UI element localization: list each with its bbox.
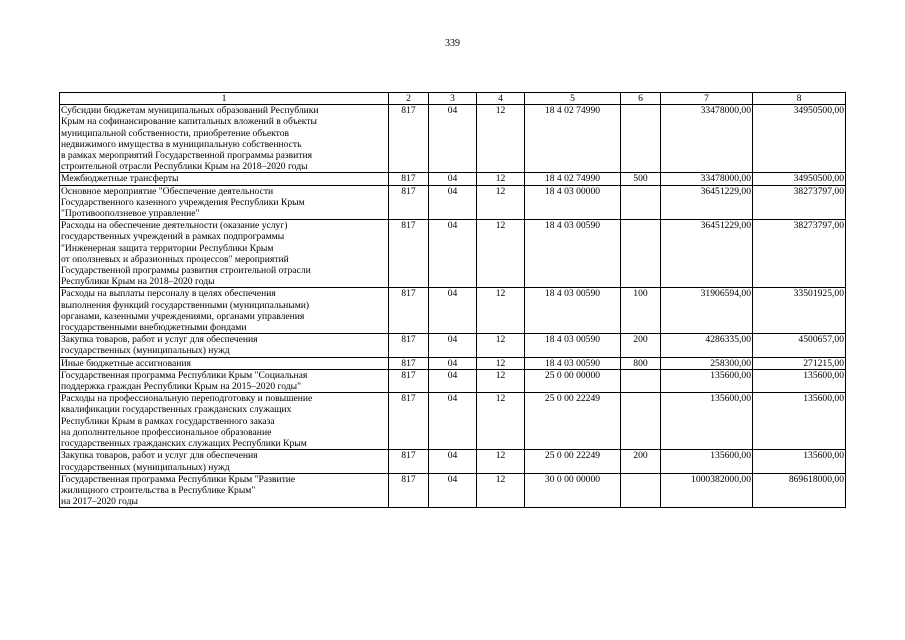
- expense-name-cell: [60, 450, 389, 473]
- amount-year-1-cell: 36451229,00: [661, 220, 753, 288]
- amount-year-1-cell: 31906594,00: [661, 288, 753, 334]
- amount-year-1-cell: 36451229,00: [661, 185, 753, 220]
- target-article-cell: 25 0 00 22249: [525, 450, 621, 473]
- page-number: 339: [445, 38, 460, 49]
- expense-type-cell: 500: [621, 173, 661, 185]
- section-code-cell: 04: [429, 220, 477, 288]
- expense-name-line: на дополнительное профессиональное образование: [61, 426, 272, 438]
- expense-name-line: Республики Крым в рамках государственного заказа: [61, 415, 275, 427]
- expense-name-line: от оползневых и абразионных процессов" мероприятий: [61, 253, 289, 265]
- subsection-code-cell: 12: [477, 473, 525, 508]
- subsection-code-cell: 12: [477, 357, 525, 369]
- amount-year-1-cell: 33478000,00: [661, 173, 753, 185]
- section-code-cell: 04: [429, 334, 477, 357]
- expense-type-cell: 200: [621, 450, 661, 473]
- amount-year-2-cell: 33501925,00: [753, 288, 846, 334]
- expense-name-line: квалификации государственных гражданских служащих: [61, 404, 292, 416]
- section-code-cell: 04: [429, 173, 477, 185]
- amount-year-2-cell: 869618000,00: [753, 473, 846, 508]
- table-body: [60, 105, 846, 508]
- expense-name-line: государственных (муниципальных) нужд: [61, 461, 230, 473]
- ministry-code-cell: 817: [389, 185, 429, 220]
- table-row: [60, 393, 846, 450]
- ministry-code-cell: 817: [389, 393, 429, 450]
- table-row: [60, 473, 846, 508]
- column-header: 3: [429, 93, 477, 105]
- expense-name-line: Государственная программа Республики Крым "Развитие: [61, 473, 296, 485]
- table-row: [60, 220, 846, 288]
- expense-name-cell: [60, 105, 389, 173]
- column-header: 8: [753, 93, 846, 105]
- expense-name-line: Государственная программа Республики Крым "Социальная: [61, 369, 308, 381]
- table-row: [60, 369, 846, 392]
- table-row: [60, 288, 846, 334]
- expense-name-line: Крым на софинансирование капитальных вложений в объекты: [61, 116, 317, 128]
- table-row: [60, 105, 846, 173]
- expense-name-line: Расходы на профессиональную переподготовку и повышение: [61, 393, 313, 405]
- expense-name-cell: [60, 288, 389, 334]
- expense-name-line: Государственной программы развития строительной отрасли: [61, 265, 311, 277]
- amount-year-2-cell: 38273797,00: [753, 185, 846, 220]
- expense-name-cell: [60, 393, 389, 450]
- ministry-code-cell: 817: [389, 173, 429, 185]
- subsection-code-cell: 12: [477, 393, 525, 450]
- amount-year-2-cell: 38273797,00: [753, 220, 846, 288]
- subsection-code-cell: 12: [477, 369, 525, 392]
- ministry-code-cell: 817: [389, 450, 429, 473]
- expense-name-line: недвижимого имущества в муниципальную собственность: [61, 138, 302, 150]
- ministry-code-cell: 817: [389, 288, 429, 334]
- table-row: [60, 450, 846, 473]
- ministry-code-cell: 817: [389, 334, 429, 357]
- expense-type-cell: [621, 473, 661, 508]
- target-article-cell: 25 0 00 00000: [525, 369, 621, 392]
- amount-year-2-cell: 4500657,00: [753, 334, 846, 357]
- column-header: 6: [621, 93, 661, 105]
- column-header: 4: [477, 93, 525, 105]
- target-article-cell: 18 4 02 74990: [525, 173, 621, 185]
- expense-name-line: на 2017–2020 годы: [61, 496, 138, 508]
- expense-name-line: государственными внебюджетными фондами: [61, 322, 247, 334]
- expense-type-cell: [621, 105, 661, 173]
- target-article-cell: 30 0 00 00000: [525, 473, 621, 508]
- expense-name-line: в рамках мероприятий Государственной программы развития: [61, 150, 313, 162]
- expense-name-line: Межбюджетные трансферты: [61, 173, 179, 185]
- amount-year-2-cell: 34950500,00: [753, 173, 846, 185]
- subsection-code-cell: 12: [477, 105, 525, 173]
- expense-name-line: выполнения функций государственными (муниципальными): [61, 299, 310, 311]
- expense-name-line: Расходы на выплаты персоналу в целях обеспечения: [61, 288, 276, 300]
- subsection-code-cell: 12: [477, 334, 525, 357]
- target-article-cell: 18 4 03 00590: [525, 288, 621, 334]
- subsection-code-cell: 12: [477, 288, 525, 334]
- target-article-cell: 25 0 00 22249: [525, 393, 621, 450]
- section-code-cell: 04: [429, 357, 477, 369]
- amount-year-2-cell: 135600,00: [753, 369, 846, 392]
- subsection-code-cell: 12: [477, 450, 525, 473]
- amount-year-2-cell: 135600,00: [753, 450, 846, 473]
- section-code-cell: 04: [429, 185, 477, 220]
- expense-name-line: "Инженерная защита территории Республики Крым: [61, 242, 274, 254]
- ministry-code-cell: 817: [389, 473, 429, 508]
- expense-name-cell: [60, 369, 389, 392]
- expense-name-line: государственных учреждений в рамках подпрограммы: [61, 231, 285, 243]
- table-row: [60, 173, 846, 185]
- ministry-code-cell: 817: [389, 357, 429, 369]
- subsection-code-cell: 12: [477, 220, 525, 288]
- section-code-cell: 04: [429, 105, 477, 173]
- expense-type-cell: [621, 185, 661, 220]
- expense-name-line: "Противооползневое управление": [61, 208, 200, 220]
- expense-type-cell: 100: [621, 288, 661, 334]
- ministry-code-cell: 817: [389, 220, 429, 288]
- amount-year-1-cell: 135600,00: [661, 450, 753, 473]
- expense-name-cell: [60, 185, 389, 220]
- amount-year-1-cell: 258300,00: [661, 357, 753, 369]
- column-header: 2: [389, 93, 429, 105]
- expense-name-line: государственных (муниципальных) нужд: [61, 345, 230, 357]
- expense-name-line: Основное мероприятие "Обеспечение деятельности: [61, 185, 274, 197]
- column-header: 7: [661, 93, 753, 105]
- expense-type-cell: 200: [621, 334, 661, 357]
- section-code-cell: 04: [429, 393, 477, 450]
- amount-year-1-cell: 1000382000,00: [661, 473, 753, 508]
- amount-year-2-cell: 34950500,00: [753, 105, 846, 173]
- amount-year-2-cell: 135600,00: [753, 393, 846, 450]
- section-code-cell: 04: [429, 473, 477, 508]
- target-article-cell: 18 4 02 74990: [525, 105, 621, 173]
- expense-name-cell: [60, 173, 389, 185]
- expense-name-cell: [60, 473, 389, 508]
- expense-name-cell: [60, 357, 389, 369]
- table-row: [60, 334, 846, 357]
- ministry-code-cell: 817: [389, 369, 429, 392]
- expense-name-line: органами, казенными учреждениями, органами управления: [61, 310, 305, 322]
- expense-name-line: жилищного строительства в Республике Крым": [61, 484, 256, 496]
- expense-name-line: Закупка товаров, работ и услуг для обеспечения: [61, 450, 258, 462]
- amount-year-1-cell: 33478000,00: [661, 105, 753, 173]
- target-article-cell: 18 4 03 00590: [525, 220, 621, 288]
- table-row: [60, 185, 846, 220]
- expense-name-line: Субсидии бюджетам муниципальных образований Республики: [61, 105, 319, 117]
- expense-name-cell: [60, 220, 389, 288]
- amount-year-1-cell: 135600,00: [661, 393, 753, 450]
- expense-type-cell: 800: [621, 357, 661, 369]
- expense-type-cell: [621, 220, 661, 288]
- amount-year-1-cell: 135600,00: [661, 369, 753, 392]
- expense-name-line: Иные бюджетные ассигнования: [61, 357, 191, 369]
- expense-name-line: Закупка товаров, работ и услуг для обеспечения: [61, 334, 258, 346]
- expense-type-cell: [621, 393, 661, 450]
- subsection-code-cell: 12: [477, 185, 525, 220]
- expense-name-line: поддержка граждан Республики Крым на 2015–2020 годы": [61, 381, 302, 393]
- ministry-code-cell: 817: [389, 105, 429, 173]
- table-row: [60, 357, 846, 369]
- expense-name-cell: [60, 334, 389, 357]
- expense-name-line: Республики Крым на 2018–2020 годы: [61, 276, 215, 288]
- table-header-row: [60, 93, 846, 105]
- target-article-cell: 18 4 03 00590: [525, 334, 621, 357]
- target-article-cell: 18 4 03 00590: [525, 357, 621, 369]
- target-article-cell: 18 4 03 00000: [525, 185, 621, 220]
- expense-name-line: строительной отрасли Республики Крым на 2018–2020 годы: [61, 161, 308, 173]
- section-code-cell: 04: [429, 288, 477, 334]
- expense-name-line: Расходы на обеспечение деятельности (оказание услуг): [61, 220, 288, 232]
- column-header: 1: [60, 93, 389, 105]
- expense-type-cell: [621, 369, 661, 392]
- budget-table: [59, 92, 846, 508]
- amount-year-1-cell: 4286335,00: [661, 334, 753, 357]
- expense-name-line: государственных гражданских служащих Республики Крым: [61, 438, 307, 450]
- subsection-code-cell: 12: [477, 173, 525, 185]
- section-code-cell: 04: [429, 369, 477, 392]
- expense-name-line: муниципальной собственности, приобретение объектов: [61, 127, 290, 139]
- section-code-cell: 04: [429, 450, 477, 473]
- expense-name-line: Государственного казенного учреждения Республики Крым: [61, 196, 305, 208]
- amount-year-2-cell: 271215,00: [753, 357, 846, 369]
- column-header: 5: [525, 93, 621, 105]
